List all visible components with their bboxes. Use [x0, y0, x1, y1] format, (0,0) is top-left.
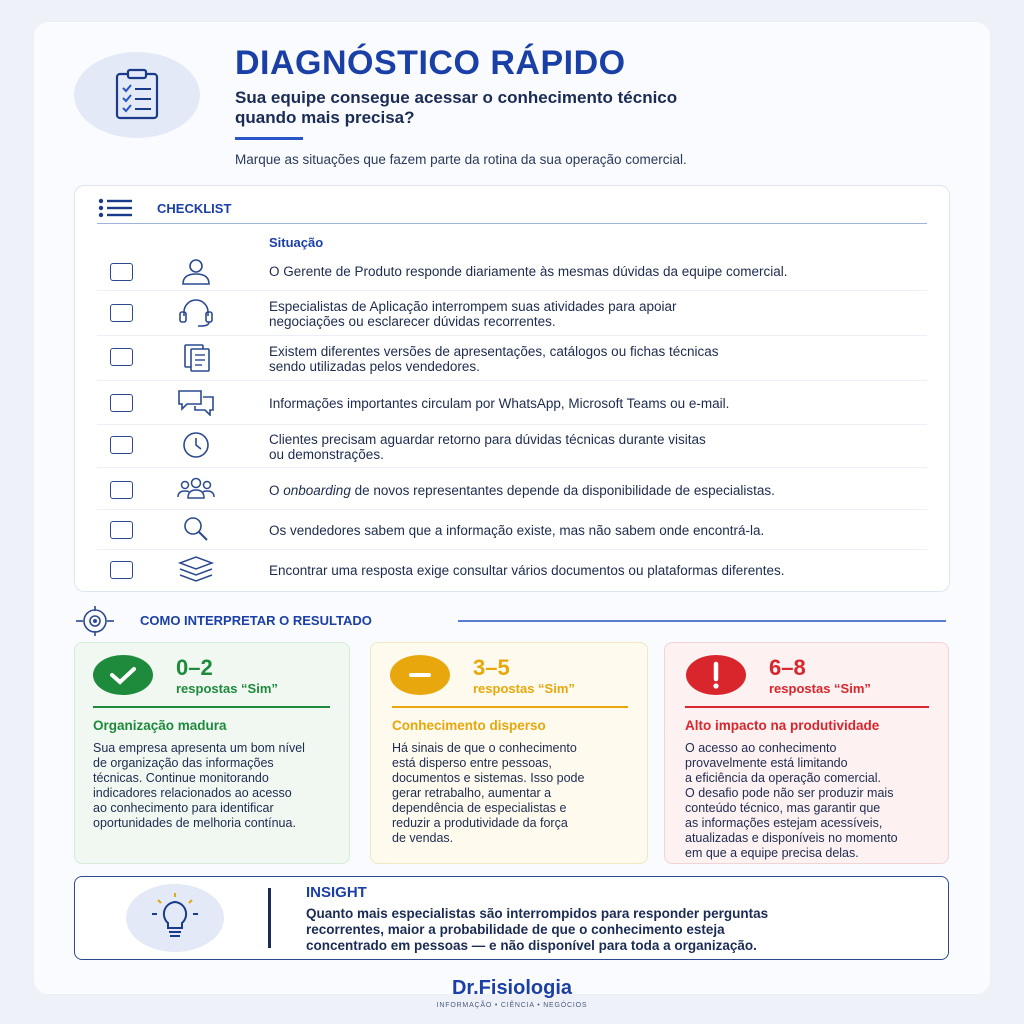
insight-divider	[268, 888, 271, 948]
range-label-green: 0–2	[176, 655, 213, 680]
row-divider	[97, 380, 927, 381]
responses-label-red: respostas “Sim”	[769, 681, 871, 696]
brand-logo	[0, 977, 1024, 1009]
checkbox-item-3[interactable]	[110, 348, 133, 366]
row-divider	[97, 424, 927, 425]
situation-text-1: O Gerente de Produto responde diariamente às mesmas dúvidas da equipe comercial.	[269, 264, 788, 279]
responses-label-yellow: respostas “Sim”	[473, 681, 575, 696]
situation-text-7: Os vendedores sabem que a informação existe, mas não sabem onde encontrá-la.	[269, 523, 765, 538]
result-body-red: O acesso ao conhecimento provavelmente está limitando a eficiência da operação comercial. O desafio pode não ser produzir mais conteúdo técnico, mas garantir que as informações estejam acessíveis, atualizadas e disponíveis no momento em que a equipe precisa delas.	[685, 741, 898, 860]
header-icon-circle	[74, 52, 200, 138]
row-divider	[97, 509, 927, 510]
range-label-red: 6–8	[769, 655, 806, 680]
checkbox-item-7[interactable]	[110, 521, 133, 539]
minus-badge	[390, 655, 450, 695]
result-heading-green: Organização madura	[93, 718, 227, 733]
clipboard-checklist-icon	[109, 66, 167, 124]
result-body-yellow: Há sinais de que o conhecimento está disperso entre pessoas, documentos e sistemas. Isso pode gerar retrabalho, aumentar a dependência de especialistas e reduzir a produtividade da força de vendas.	[392, 741, 585, 845]
logo-tagline: INFORMAÇÃO • CIÊNCIA • NEGÓCIOS	[436, 1002, 588, 1009]
intro-text: Marque as situações que fazem parte da rotina da sua operação comercial.	[235, 152, 687, 167]
row-divider	[97, 335, 927, 336]
result-heading-yellow: Conhecimento disperso	[392, 718, 546, 733]
result-heading-red: Alto impacto na produtividade	[685, 718, 880, 733]
checklist-title: CHECKLIST	[157, 201, 232, 216]
checkbox-item-6[interactable]	[110, 481, 133, 499]
situation-text-5: Clientes precisam aguardar retorno para dúvidas técnicas durante visitas ou demonstrações.	[269, 432, 706, 462]
minus-icon	[390, 655, 450, 695]
checkbox-item-4[interactable]	[110, 394, 133, 412]
layers-icon	[176, 556, 216, 582]
group-icon	[176, 476, 216, 502]
exclamation-badge	[686, 655, 746, 695]
range-label-yellow: 3–5	[473, 655, 510, 680]
column-header-situacao: Situação	[269, 235, 324, 250]
search-icon	[176, 515, 216, 543]
checkbox-item-5[interactable]	[110, 436, 133, 454]
chat-bubbles-icon	[176, 388, 216, 416]
situation-text-4: Informações importantes circulam por WhatsApp, Microsoft Teams ou e-mail.	[269, 396, 730, 411]
page-title: DIAGNÓSTICO RÁPIDO	[235, 44, 626, 82]
insight-body: Quanto mais especialistas são interrompidos para responder perguntas recorrentes, maior a probabilidade de que o conhecimento esteja concentrado em pessoas — e não disponível para toda a organização.	[306, 906, 769, 953]
insight-title: INSIGHT	[306, 884, 367, 901]
row-divider	[97, 467, 927, 468]
row-divider	[97, 549, 927, 550]
checkbox-item-2[interactable]	[110, 304, 133, 322]
interpretation-divider	[458, 620, 946, 622]
insight-icon-circle	[126, 884, 224, 952]
exclamation-icon	[686, 655, 746, 695]
interpretation-title: COMO INTERPRETAR O RESULTADO	[140, 613, 372, 628]
situation-text-3: Existem diferentes versões de apresentações, catálogos ou fichas técnicas sendo utilizadas pelos vendedores.	[269, 344, 719, 374]
documents-icon	[176, 342, 216, 372]
situation-text-8: Encontrar uma resposta exige consultar vários documentos ou plataformas diferentes.	[269, 563, 785, 578]
user-icon	[176, 258, 216, 286]
result-divider-red	[685, 706, 929, 708]
headset-icon	[176, 298, 216, 328]
checkbox-item-8[interactable]	[110, 561, 133, 579]
situation-text-6: O onboarding de novos representantes depende da disponibilidade de especialistas.	[269, 483, 775, 498]
check-badge	[93, 655, 153, 695]
check-icon	[93, 655, 153, 695]
checklist-divider	[97, 223, 927, 224]
result-divider-yellow	[392, 706, 628, 708]
lightbulb-icon	[150, 892, 200, 944]
result-divider-green	[93, 706, 330, 708]
situation-text-2: Especialistas de Aplicação interrompem suas atividades para apoiar negociações ou esclarecer dúvidas recorrentes.	[269, 299, 677, 329]
logo-text: Dr.Fisiologia	[451, 977, 573, 999]
target-icon	[74, 606, 116, 636]
result-body-green: Sua empresa apresenta um bom nível de organização das informações técnicas. Continue monitorando indicadores relacionados ao acesso ao conhecimento para identificar oportunidades de melhoria contínua.	[93, 741, 305, 830]
row-divider	[97, 290, 927, 291]
checkbox-item-1[interactable]	[110, 263, 133, 281]
clock-icon	[176, 430, 216, 460]
responses-label-green: respostas “Sim”	[176, 681, 278, 696]
header-divider	[235, 137, 303, 140]
list-icon	[98, 198, 134, 218]
page-subtitle: Sua equipe consegue acessar o conhecimento técnico quando mais precisa?	[235, 88, 678, 127]
